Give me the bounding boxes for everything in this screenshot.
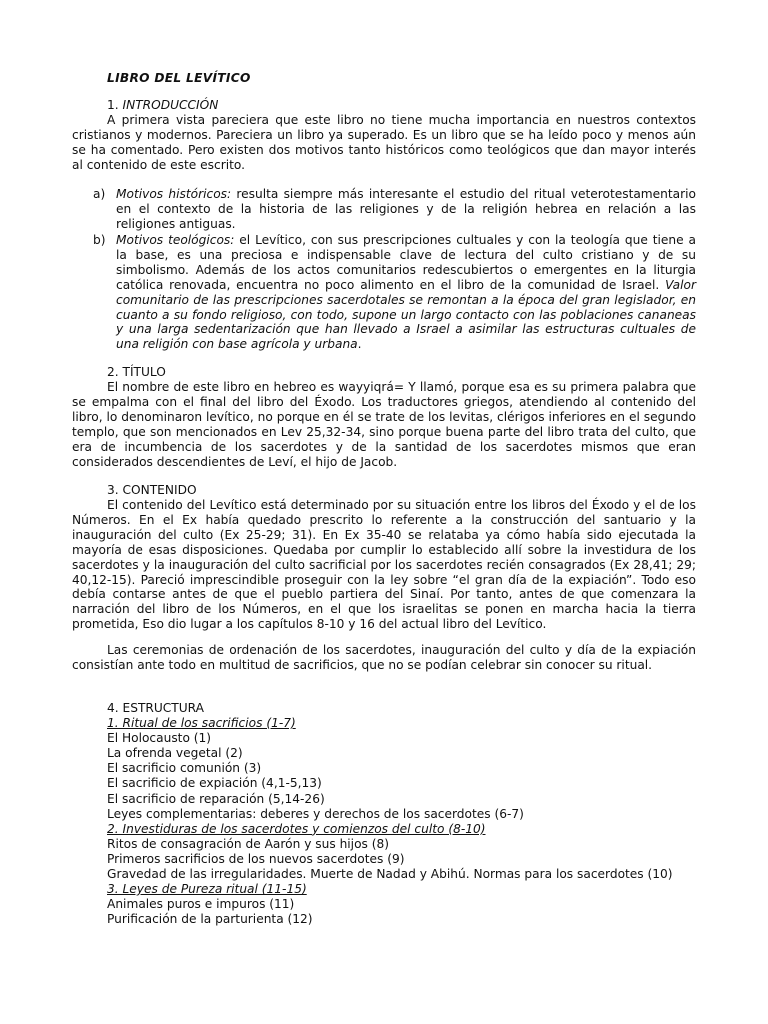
estructura-heading: 4. ESTRUCTURA: [107, 701, 204, 715]
list-item-b-italic-tail: Valor comunitario de las prescripciones sacerdotales se remontan a la época del gran legislador, en cuanto a su fondo religioso, con todo, supone un largo contacto con las poblaciones cananeas y una larga sedentarización que han llevado a Israel a asimilar las estructuras cultuales de una religión con base agrícola y urbana: [116, 277, 696, 352]
estructura-list-item: Leyes complementarias: deberes y derechos de los sacerdotes (6-7): [107, 806, 524, 821]
list-item-a-text: resulta siempre más interesante el estudio del ritual veterotestamentario en el contexto de la historia de las religiones y de la religión hebrea en relación a las religiones antiguas.: [116, 187, 697, 231]
estructura-list-item: Purificación de la parturienta (12): [107, 912, 313, 927]
estructura-section-heading: 1. Ritual de los sacrificios (1-7): [107, 716, 296, 731]
list-item-b: b) Motivos teológicos: el Levítico, con sus prescripciones cultuales y con la teología que tiene a la base, es una preciosa e indispensable clave de lectura del culto cristiano y de su simbolismo. Además de los actos comunitarios redescubiertos o emergentes en la liturgia católica renovada, encuentra no poco alimento en el libro de la comunidad de Israel. Valor comunitario de las prescripciones sacerdotales se remontan a la época del gran legislador, en cuanto a su fondo religioso, con todo, supone un largo contacto con las poblaciones cananeas y una larga sedentarización que han llevado a Israel a asimilar las estructuras cultuales de una religión con base agrícola y urbana.: [93, 233, 697, 352]
estructura-section: [107, 701, 673, 927]
estructura-list-item: El sacrificio de expiación (4,1-5,13): [107, 776, 322, 791]
contenido-paragraph-1: El contenido del Levítico está determinado por su situación entre los libros del Éxodo y el de los Números. En el Ex había quedado prescrito lo referente a la construcción del santuario y la inauguración del culto (Ex 25-29; 31). En Ex 35-40 se relataba ya cómo había sido ejecutada la mayoría de esas disposiciones. Quedaba por cumplir lo establecido allí sobre la investidura de los sacerdotes y la inauguración del culto sacrificial por los sacerdotes recién consagrados (Ex 28,41; 29; 40,12-15). Pareció imprescindible proseguir con la ley sobre “el gran día de la expiación”. Todo eso debía contarse antes de que el pueblo partiera del Sinaí. Por tanto, antes de que comenzara la narración del libro de los Números, en el que los israelitas se ponen en marcha hacia la tierra prometida, Eso dio lugar a los capítulos 8-10 y 16 del actual libro del Levítico.: [72, 498, 696, 632]
list-item-b-label: b): [93, 233, 106, 247]
list-item-b-lead: Motivos teológicos:: [116, 233, 235, 247]
intro-heading-label: INTRODUCCIÓN: [122, 98, 219, 112]
estructura-list-item: Animales puros e impuros (11): [107, 897, 295, 912]
list-item-a-label: a): [93, 187, 106, 201]
titulo-paragraph: El nombre de este libro en hebreo es wayyiqrá= Y llamó, porque esa es su primera palabra que se empalma con el final del libro del Éxodo. Los traductores griegos, atendiendo al contenido del libro, lo denominaron levítico, no porque en él se trate de los levitas, clérigos inferiores en el segundo templo, que son mencionados en Lev 25,32-34, sino porque buena parte del libro trata del culto, que era de incumbencia de los sacerdotes y de la santidad de los sacerdotes mismos que eran considerados descendientes de Leví, el hijo de Jacob.: [72, 380, 696, 469]
contenido-heading: 3. CONTENIDO: [107, 483, 197, 497]
document-title: LIBRO DEL LEVÍTICO: [107, 71, 251, 85]
estructura-list-item: El Holocausto (1): [107, 731, 212, 746]
intro-heading: [107, 98, 218, 113]
list-item-a: [93, 187, 696, 232]
estructura-list-item: Gravedad de las irregularidades. Muerte de Nadad y Abihú. Normas para los sacerdotes (10): [107, 867, 673, 882]
estructura-list-item: El sacrificio de reparación (5,14-26): [107, 791, 325, 806]
estructura-list-item: Primeros sacrificios de los nuevos sacerdotes (9): [107, 851, 405, 866]
contenido-paragraph-2: Las ceremonias de ordenación de los sacerdotes, inauguración del culto y día de la expiación consistían ante todo en multitud de sacrificios, que no se podían celebrar sin conocer su ritual.: [72, 643, 696, 672]
estructura-list: [107, 716, 673, 927]
list-item-b-text: el Levítico, con sus prescripciones cultuales y con la teología que tiene a la base, es una preciosa e indispensable clave de lectura del culto cristiano y de su simbolismo. Además de los actos comunitarios redescubiertos o emergentes en la liturgia católica renovada, encuentra no poco alimento en el libro de la comunidad de Israel.: [116, 233, 697, 292]
estructura-section-heading: 2. Investiduras de los sacerdotes y comienzos del culto (8-10): [107, 821, 486, 836]
estructura-section-heading: 3. Leyes de Pureza ritual (11-15): [107, 882, 307, 897]
intro-heading-number: 1.: [107, 98, 119, 112]
titulo-heading: 2. TÍTULO: [107, 365, 166, 379]
estructura-list-item: La ofrenda vegetal (2): [107, 746, 243, 761]
estructura-list-item: El sacrificio comunión (3): [107, 761, 262, 776]
intro-paragraph: A primera vista pareciera que este libro no tiene mucha importancia en nuestros contextos cristianos y modernos. Pareciera un libro ya superado. Es un libro que se ha leído poco y menos aún se ha comentado. Pero existen dos motivos tanto históricos como teológicos que dan mayor interés al contenido de este escrito.: [72, 113, 696, 172]
list-item-a-lead: Motivos históricos:: [116, 187, 232, 201]
estructura-list-item: Ritos de consagración de Aarón y sus hijos (8): [107, 836, 390, 851]
